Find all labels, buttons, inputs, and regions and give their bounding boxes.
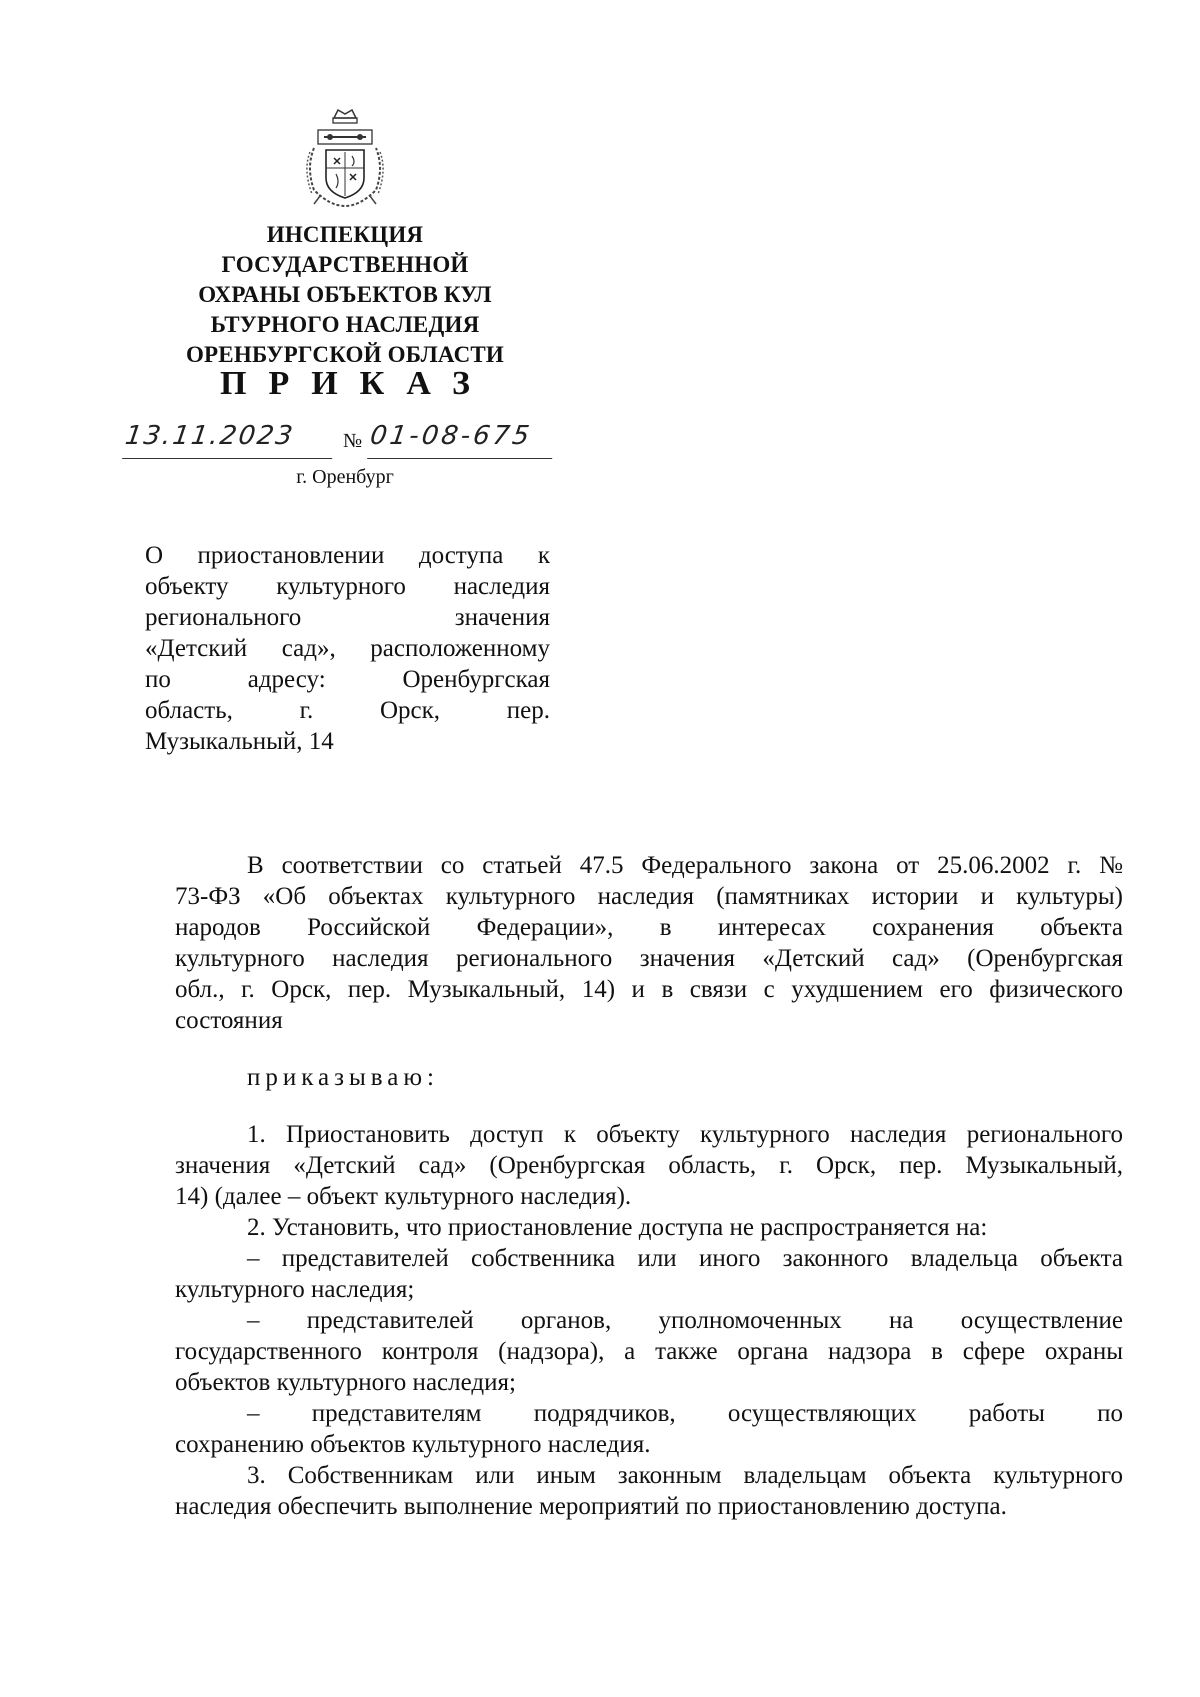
item-line: 14) (далее – объект культурного наследия).: [175, 1183, 632, 1210]
issue-city: г. Оренбург: [296, 466, 394, 488]
item-line: государственного контроля (надзора), а также органа надзора в сфере охраны: [175, 1338, 1123, 1365]
item-line: объектов культурного наследия;: [175, 1369, 516, 1396]
registration-date: 13.11.2023: [122, 418, 338, 459]
item-line: 2. Установить, что приостановление доступа не распространяется на:: [247, 1214, 988, 1241]
preamble-line: 73-ФЗ «Об объектах культурного наследия (памятниках истории и культуры): [175, 883, 1123, 910]
agency-name-line: ОХРАНЫ ОБЪЕКТОВ КУЛ: [198, 282, 492, 307]
item-line: – представителям подрядчиков, осуществляющих работы по: [247, 1400, 1123, 1427]
registration-line: [125, 418, 565, 462]
preamble-line: культурного наследия регионального значения «Детский сад» (Оренбургская: [175, 945, 1123, 972]
document-type-title: ПРИКАЗ: [220, 365, 492, 402]
coat-of-arms-icon: [300, 108, 390, 208]
item-line: значения «Детский сад» (Оренбургская область, г. Орск, пер. Музыкальный,: [175, 1152, 1123, 1179]
registration-number: 01-08-675: [367, 418, 558, 459]
preamble-line: состояния: [175, 1007, 283, 1034]
item-line: наследия обеспечить выполнение мероприятий по приостановлению доступа.: [175, 1493, 1007, 1520]
item-line: культурного наследия;: [175, 1276, 415, 1303]
agency-name-line: ГОСУДАРСТВЕННОЙ: [221, 252, 469, 277]
subject-line: О приостановлении доступа к: [145, 542, 550, 569]
order-subject: [145, 540, 550, 757]
subject-line: область, г. Орск, пер.: [145, 697, 550, 724]
item-line: 1. Приостановить доступ к объекту культурного наследия регионального: [247, 1121, 1123, 1148]
agency-name-line: ЬТУРНОГО НАСЛЕДИЯ: [210, 312, 480, 337]
order-word: приказываю:: [247, 1064, 439, 1091]
item-line: – представителей собственника или иного законного владельца объекта: [247, 1245, 1123, 1272]
item-line: – представителей органов, уполномоченных на осуществление: [247, 1307, 1123, 1334]
order-body: [175, 850, 1123, 1522]
preamble-line: В соответствии со статьей 47.5 Федерального закона от 25.06.2002 г. №: [247, 852, 1123, 879]
subject-line: по адресу: Оренбургская: [145, 666, 550, 693]
agency-name-line: ОРЕНБУРГСКОЙ ОБЛАСТИ: [185, 342, 505, 367]
subject-line: «Детский сад», расположенному: [145, 635, 550, 662]
subject-line: объекту культурного наследия: [145, 573, 550, 600]
agency-name-line: ИНСПЕКЦИЯ: [266, 222, 424, 247]
agency-name: [130, 220, 560, 370]
subject-line: регионального значения: [145, 604, 550, 631]
item-line: сохранению объектов культурного наследия.: [175, 1431, 651, 1458]
registration-number-label: №: [343, 430, 363, 452]
item-line: 3. Собственникам или иным законным владельцам объекта культурного: [247, 1462, 1123, 1489]
preamble-line: обл., г. Орск, пер. Музыкальный, 14) и в связи с ухудшением его физического: [175, 976, 1123, 1003]
preamble-line: народов Российской Федерации», в интересах сохранения объекта: [175, 914, 1123, 941]
subject-line: Музыкальный, 14: [145, 728, 334, 755]
